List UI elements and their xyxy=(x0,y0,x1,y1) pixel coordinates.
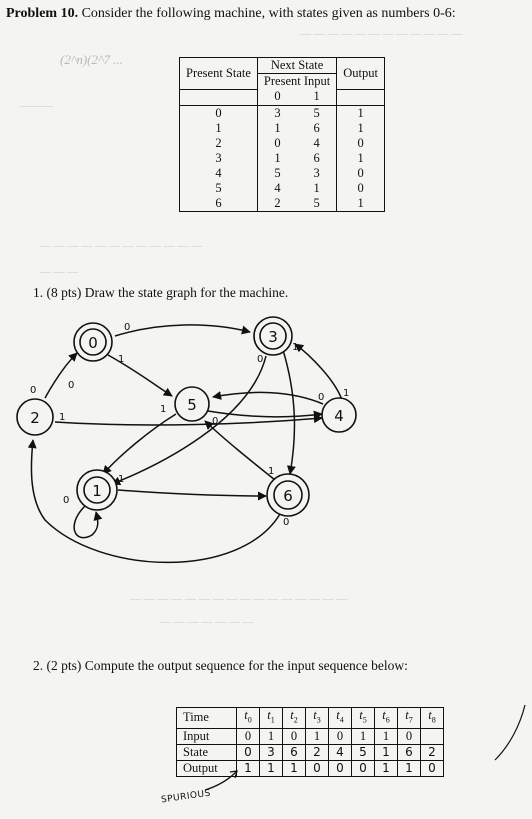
time-cell: $t_6$ xyxy=(375,708,398,729)
time-cell: $t_4$ xyxy=(329,708,352,729)
cell-output: 0 xyxy=(337,181,385,196)
state-cell: 6 xyxy=(283,744,306,760)
cell-next0: 1 xyxy=(257,151,297,166)
state-cell: 3 xyxy=(260,744,283,760)
node-label: 0 xyxy=(88,334,98,352)
time-cell: $t_5$ xyxy=(352,708,375,729)
output-cell: 0 xyxy=(306,760,329,776)
time-cell: $t_1$ xyxy=(260,708,283,729)
spurious-annotation: SPURIOUS xyxy=(160,788,212,806)
cell-next1: 1 xyxy=(313,180,320,195)
state-cell: 2 xyxy=(421,744,444,760)
input-cell: 0 xyxy=(237,728,260,744)
cell-output: 1 xyxy=(337,121,385,136)
question-2: 2. (2 pts) Compute the output sequence for the input sequence below: xyxy=(33,658,408,673)
edge-label: 1 xyxy=(292,342,299,353)
input-1-header: 1 xyxy=(297,89,337,105)
cell-next0: 3 xyxy=(257,105,297,121)
time-cell: $t_3$ xyxy=(306,708,329,729)
edge-label: 1 xyxy=(59,412,66,423)
output-cell: 1 xyxy=(237,760,260,776)
output-cell: 1 xyxy=(283,760,306,776)
cell-next1: 3 xyxy=(313,165,320,180)
edge-label: 1 xyxy=(118,474,125,485)
cell-next1: 5 xyxy=(313,195,320,210)
edge-label: 1 xyxy=(343,388,350,399)
output-cell: 0 xyxy=(352,760,375,776)
output-cell: 1 xyxy=(375,760,398,776)
cell-next0: 2 xyxy=(257,196,297,212)
cell-next0: 4 xyxy=(257,181,297,196)
row-label-input: Input xyxy=(177,728,237,744)
cell-next1: 6 xyxy=(313,120,320,135)
header-present-state: Present State xyxy=(180,58,258,90)
cell-next1: 5 xyxy=(313,105,320,120)
header-present-input: Present Input xyxy=(257,74,336,90)
time-cell: $t_7$ xyxy=(398,708,421,729)
problem-number: Problem 10. xyxy=(6,6,79,21)
state-cell: 1 xyxy=(375,744,398,760)
bleed-text: — — — — — — — — — — — — xyxy=(40,240,203,252)
cell-state: 4 xyxy=(215,165,222,180)
input-cell: 1 xyxy=(375,728,398,744)
state-cell: 0 xyxy=(237,744,260,760)
bleed-handwriting: (2^n)(2^7 ... xyxy=(60,52,123,67)
bleed-text: — — — — — — — xyxy=(160,616,254,628)
node-label: 6 xyxy=(283,487,293,505)
cell-output: 1 xyxy=(337,196,385,212)
edge-label: 0 xyxy=(30,385,37,396)
bleed-text: ——— xyxy=(20,100,53,112)
bleed-text: — — — xyxy=(40,266,79,278)
input-cell: 0 xyxy=(329,728,352,744)
cell-next0: 0 xyxy=(257,136,297,151)
time-cell: $t_8$ xyxy=(421,708,444,729)
state-cell: 5 xyxy=(352,744,375,760)
input-cell: 0 xyxy=(283,728,306,744)
input-cell: 0 xyxy=(398,728,421,744)
input-0-header: 0 xyxy=(257,89,297,105)
check-mark xyxy=(495,705,525,760)
edge-label: 1 xyxy=(268,466,275,477)
cell-output: 0 xyxy=(337,136,385,151)
state-cell: 4 xyxy=(329,744,352,760)
cell-next0: 1 xyxy=(257,121,297,136)
edge-label: 1 xyxy=(160,404,167,415)
output-cell: 1 xyxy=(398,760,421,776)
time-cell: $t_2$ xyxy=(283,708,306,729)
row-label-time: Time xyxy=(177,708,237,729)
input-cell: 1 xyxy=(306,728,329,744)
cell-output: 1 xyxy=(337,105,385,121)
cell-next0: 5 xyxy=(257,166,297,181)
edge-label: 0 xyxy=(63,495,70,506)
cell-state: 1 xyxy=(215,120,222,135)
cell-next1: 6 xyxy=(313,150,320,165)
cell-output: 1 xyxy=(337,151,385,166)
cell-state: 2 xyxy=(215,135,222,150)
header-output: Output xyxy=(337,58,385,90)
input-cell: 1 xyxy=(352,728,375,744)
node-label: 4 xyxy=(334,407,344,425)
cell-output: 0 xyxy=(337,166,385,181)
input-cell: 1 xyxy=(260,728,283,744)
header-next-state: Next State xyxy=(257,58,336,74)
node-label: 5 xyxy=(187,396,197,414)
node-label: 2 xyxy=(30,409,40,427)
edge-label: 0 xyxy=(124,322,131,333)
output-cell: 0 xyxy=(329,760,352,776)
cell-state: 5 xyxy=(215,180,222,195)
cell-state: 6 xyxy=(215,195,222,210)
node-label: 1 xyxy=(92,482,102,500)
time-cell: $t_0$ xyxy=(237,708,260,729)
cell-next1: 4 xyxy=(313,135,320,150)
edge-label: 0 xyxy=(257,354,264,365)
output-cell: 1 xyxy=(260,760,283,776)
output-cell: 0 xyxy=(421,760,444,776)
state-cell: 6 xyxy=(398,744,421,760)
edge-label: 0 xyxy=(318,392,325,403)
edge-label: 0 xyxy=(283,517,290,528)
edge-label: 1 xyxy=(118,354,125,365)
edge-label: 0 xyxy=(68,380,75,391)
row-label-state: State xyxy=(177,744,237,760)
node-label: 3 xyxy=(268,328,278,346)
cell-state: 3 xyxy=(215,150,222,165)
bleed-text: — — — — — — — — — — — — xyxy=(300,28,463,40)
cell-state: 0 xyxy=(215,105,222,120)
edge-label: 0 xyxy=(212,416,219,427)
bleed-text: — — — — — — — — — — — — — — — — xyxy=(130,593,348,605)
row-label-output: Output xyxy=(177,760,237,776)
state-cell: 2 xyxy=(306,744,329,760)
problem-prompt: Consider the following machine, with states given as numbers 0-6: xyxy=(81,6,456,21)
question-1: 1. (8 pts) Draw the state graph for the machine. xyxy=(33,285,289,300)
